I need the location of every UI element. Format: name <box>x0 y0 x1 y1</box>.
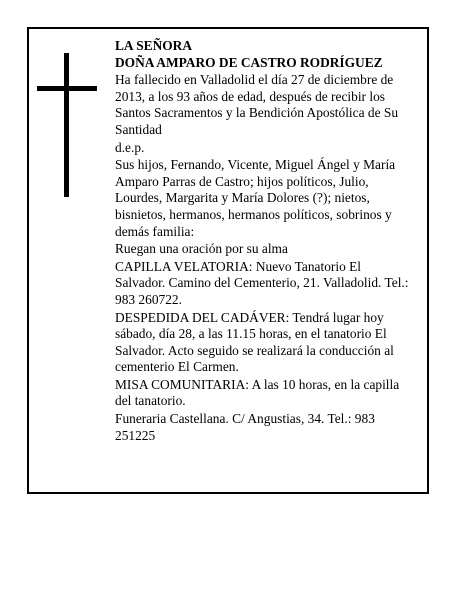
farewell-info: DESPEDIDA DEL CADÁVER: Tendrá lugar hoy sábado, día 28, a las 11.15 horas, en el tanatorio El Salvador. Acto seguido se realizará la conducción al cementerio El Carmen. <box>115 309 394 375</box>
death-announcement: Ha fallecido en Valladolid el día 27 de diciembre de 2013, a los 93 años de edad, después de recibir los Santos Sacramentos y la Bendición Apostólica de Su Santidad <box>115 72 399 137</box>
family-list: Sus hijos, Fernando, Vicente, Miguel Ángel y María Amparo Parras de Castro; hijos políticos, Julio, Lourdes, Margarita y María Dolores (?); nietos, bisnietos, hermanos, hermanos políticos, sobrinos y demás familia: <box>115 157 396 239</box>
funeral-home-info: Funeraria Castellana. C/ Angustias, 34. Tel.: 983 251225 <box>115 411 375 443</box>
prayer-request: Ruegan una oración por su alma <box>115 241 288 257</box>
cross-horizontal-bar <box>37 86 97 91</box>
cross-icon <box>37 53 97 197</box>
deceased-name: DOÑA AMPARO DE CASTRO RODRÍGUEZ <box>115 54 383 70</box>
title-honorific: LA SEÑORA <box>115 38 193 53</box>
chapel-info: CAPILLA VELATORIA: Nuevo Tanatorio El Salvador. Camino del Cementerio, 21. Valladolid. Tel.: 983 260722. <box>115 258 409 307</box>
cross-vertical-bar <box>64 53 69 197</box>
mass-info: MISA COMUNITARIA: A las 10 horas, en la capilla del tanatorio. <box>115 376 400 409</box>
dep-abbreviation: d.e.p. <box>115 139 145 155</box>
obituary-text <box>115 38 413 444</box>
